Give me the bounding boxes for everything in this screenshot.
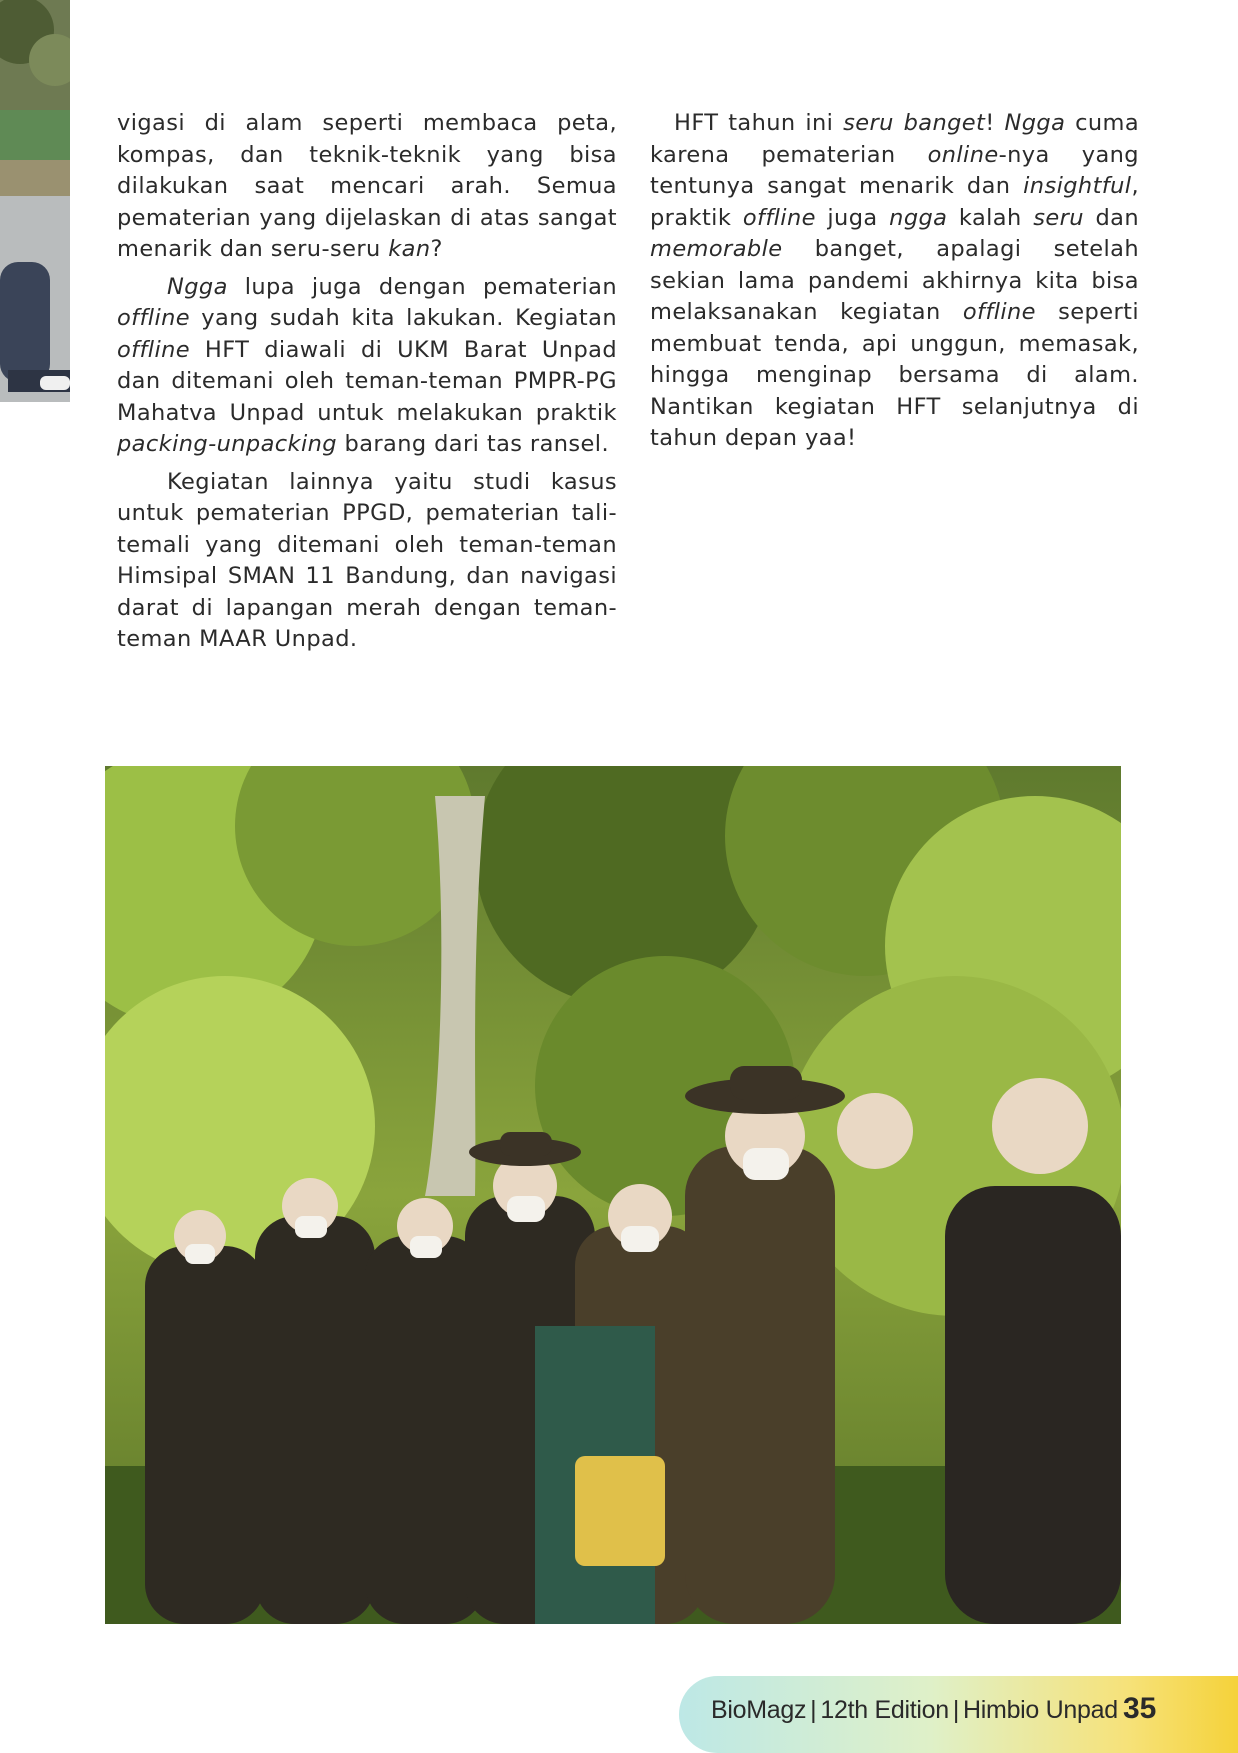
paragraph: Ngga lupa juga dengan pematerian offline yang sudah kita lakukan. Kegiatan offline HFT diawali di UKM Barat Unpad dan ditemani oleh teman-teman PMPR-PG Mahatva Unpad untuk melakukan praktik packing-unpacking barang dari tas ransel.: [117, 273, 617, 457]
page-number: 35: [1123, 1692, 1157, 1725]
edition: 12th Edition: [820, 1696, 949, 1724]
paragraph: HFT tahun ini seru banget! Ngga cuma karena pematerian online-nya yang tentunya sangat menarik dan insightful, praktik offline juga ngga kalah seru dan memorable banget, apalagi setelah sekian lama pandemi akhirnya kita bisa melaksanakan kegiatan offline seperti membuat tenda, api unggun, memasak, hingga menginap bersama di alam. Nantikan kegiatan HFT selanjutnya di tahun depan yaa!: [650, 110, 1140, 451]
left-text-column: [117, 108, 617, 662]
group-photo: [105, 766, 1121, 1624]
footer-title: [711, 1696, 1118, 1725]
magazine-name: BioMagz: [711, 1696, 807, 1724]
paragraph: vigasi di alam seperti membaca peta, kompas, dan teknik-teknik yang bisa dilakukan saat mencari arah. Semua pematerian yang dijelaskan di atas sangat menarik dan seru-seru kan?: [117, 110, 617, 262]
separator: |: [810, 1696, 817, 1724]
paragraph: Kegiatan lainnya yaitu studi kasus untuk pematerian PPGD, pematerian tali-temali yang ditemani oleh teman-teman Himsipal SMAN 11 Bandung, dan navigasi darat di lapangan merah dengan teman-teman MAAR Unpad.: [117, 468, 617, 652]
footer-banner: [679, 1676, 1238, 1753]
organization: Himbio Unpad: [963, 1696, 1118, 1724]
separator: |: [952, 1696, 960, 1724]
right-text-column: [650, 108, 1139, 461]
edge-photo: [0, 0, 70, 402]
